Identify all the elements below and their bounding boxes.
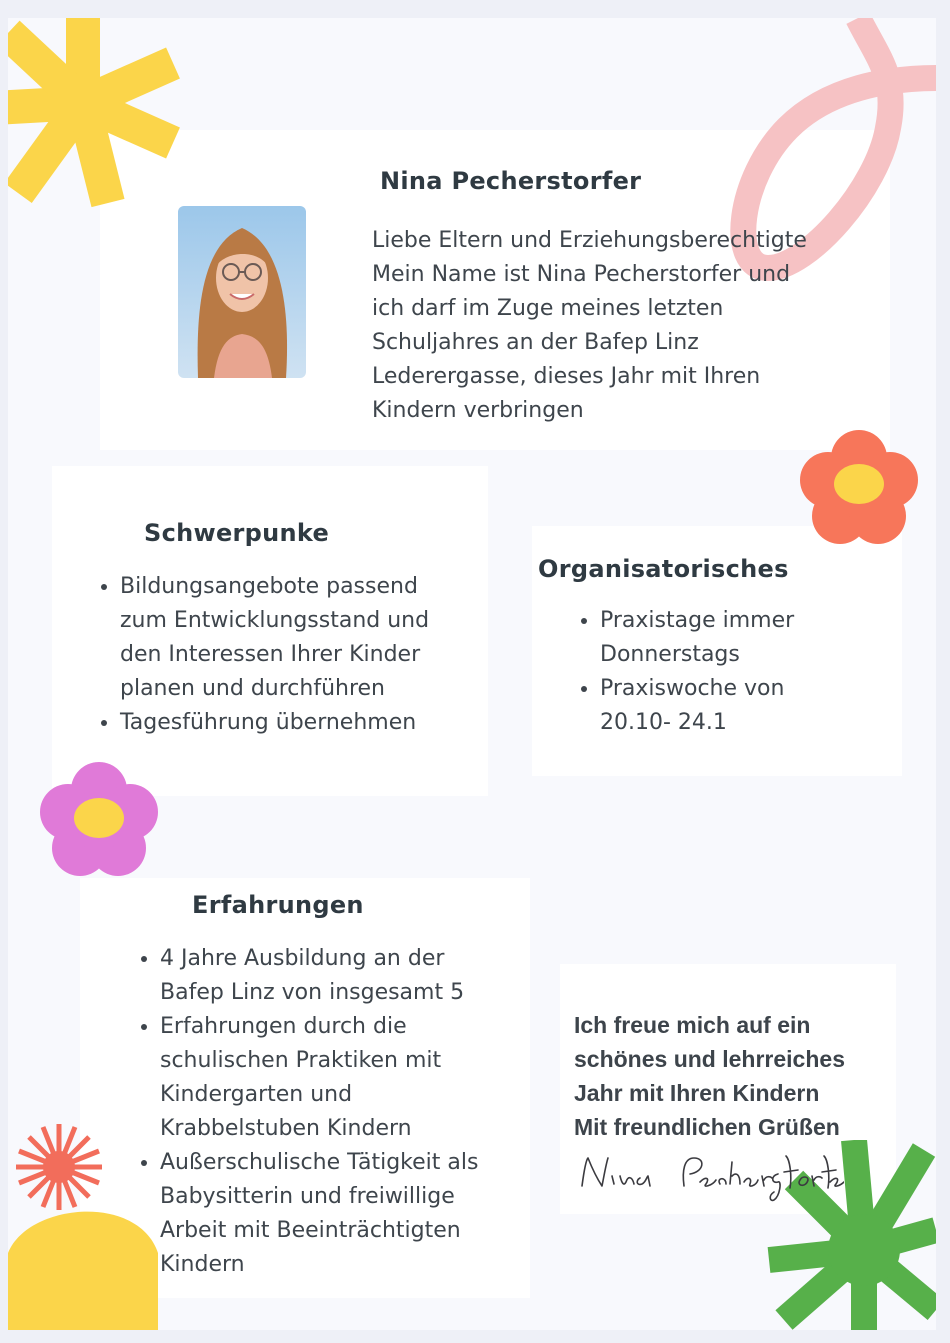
list-item-line: Kindern [160, 1252, 245, 1277]
portrait-image [178, 206, 306, 378]
list-item-line: • Außerschulische Tätigkeit als [160, 1150, 479, 1175]
intro-line: Kindern verbringen [372, 398, 584, 423]
list-item-line: Kindergarten und [160, 1082, 353, 1107]
schwerpunkte-list [96, 570, 500, 740]
coral-flower-icon [798, 430, 920, 548]
intro-line: ich darf im Zuge meines letzten [372, 296, 724, 321]
organisatorisches-heading: Organisatorisches [538, 555, 789, 583]
list-item [120, 706, 500, 740]
list-item-line: Babysitterin und freiwillige [160, 1184, 455, 1209]
closing-line: Jahr mit Ihren Kindern [574, 1080, 820, 1106]
red-sunburst-icon [14, 1122, 104, 1212]
list-item-line: planen und durchführen [120, 676, 385, 701]
list-item-line: Arbeit mit Beeinträchtigten [160, 1218, 461, 1243]
list-item-line: • Praxiswoche von [600, 676, 785, 701]
list-item-line: Donnerstags [600, 642, 740, 667]
yellow-starburst-icon [8, 18, 218, 218]
list-item-line: den Interessen Ihrer Kinder [120, 642, 421, 667]
violet-flower-icon [38, 762, 160, 880]
list-item [160, 1146, 550, 1282]
list-item-line: • Praxistage immer [600, 608, 795, 633]
list-item [600, 604, 920, 672]
list-item-line: Bafep Linz von insgesamt 5 [160, 980, 465, 1005]
intro-line: Lederergasse, dieses Jahr mit Ihren [372, 364, 761, 389]
erfahrungen-heading: Erfahrungen [192, 891, 364, 919]
list-item [160, 1010, 550, 1146]
list-item-line: 20.10- 24.1 [600, 710, 727, 735]
list-item-line: zum Entwicklungsstand und [120, 608, 430, 633]
list-item [120, 570, 500, 706]
portrait-photo [178, 206, 306, 378]
list-item-line: • Bildungsangebote passend [120, 574, 418, 599]
closing-text [574, 1008, 904, 1144]
closing-line: Mit freundlichen Grüßen [574, 1114, 840, 1140]
list-item-line: • Tagesführung übernehmen [120, 710, 417, 735]
list-item-line: • 4 Jahre Ausbildung an der [160, 946, 445, 971]
list-item [600, 672, 920, 740]
list-item [160, 942, 550, 1010]
handwritten-signature [574, 1146, 844, 1206]
organisatorisches-list [576, 604, 920, 740]
list-item-line: • Erfahrungen durch die [160, 1014, 407, 1039]
schwerpunkte-heading: Schwerpunke [144, 519, 330, 547]
intro-line: Liebe Eltern und Erziehungsberechtigte [372, 228, 807, 253]
student-name-heading: Nina Pecherstorfer [380, 167, 642, 195]
info-sheet [8, 18, 936, 1330]
list-item-line: Krabbelstuben Kindern [160, 1116, 412, 1141]
closing-line: Ich freue mich auf ein [574, 1012, 811, 1038]
intro-line: Schuljahres an der Bafep Linz [372, 330, 699, 355]
list-item-line: schulischen Praktiken mit [160, 1048, 442, 1073]
erfahrungen-list [136, 942, 550, 1282]
intro-line: Mein Name ist Nina Pecherstorfer und [372, 262, 791, 287]
closing-line: schönes und lehrreiches [574, 1046, 845, 1072]
intro-text [372, 224, 872, 428]
